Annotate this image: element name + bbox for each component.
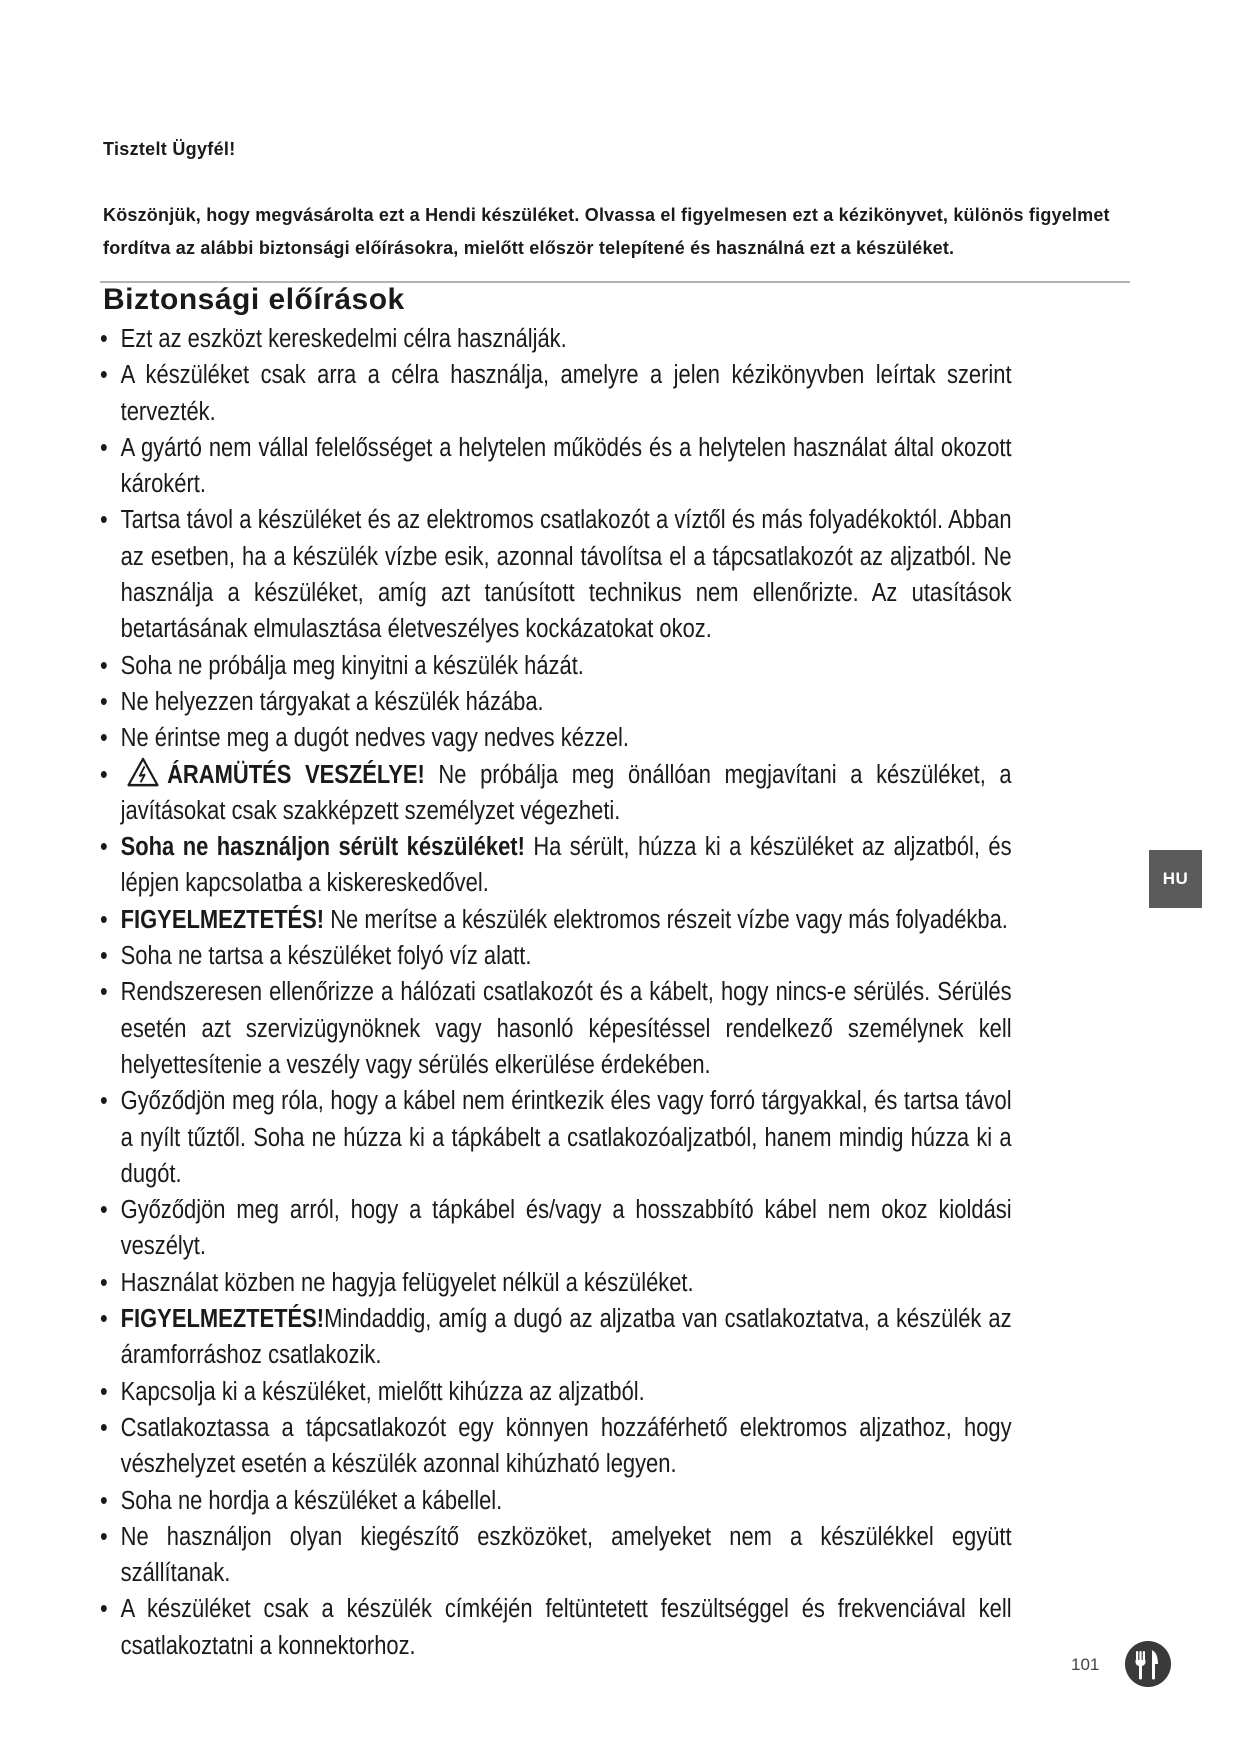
item-text: Győződjön meg róla, hogy a kábel nem érintkezik éles vagy forró tárgyakkal, és tartsa távol a nyílt tűztől. Soha ne húzza ki a tápkábelt a csatlakozóaljzatból, hanem mindig húzza ki a dugót. xyxy=(120,1087,1012,1188)
page-number: 101 xyxy=(1071,1655,1100,1674)
electric-shock-warning-icon xyxy=(126,757,160,787)
item-text: Mindaddig, amíg a dugó az aljzatba van csatlakoztatva, a készülék az áramforráshoz csatlakozik. xyxy=(120,1305,1012,1370)
safety-item xyxy=(100,321,1012,357)
item-text: A gyártó nem vállal felelősséget a helytelen működés és a helytelen használat által okozott károkért. xyxy=(120,433,1012,499)
safety-item xyxy=(100,829,1012,902)
language-tab: HU xyxy=(1149,850,1202,908)
safety-list xyxy=(100,321,1012,1664)
safety-item xyxy=(100,974,1012,1083)
safety-item xyxy=(100,757,1012,830)
item-text: Tartsa távol a készüléket és az elektromos csatlakozót a víztől és más folyadékoktól. Abban az esetben, ha a készülék vízbe esik, azonnal távolítsa el a tápcsatlakozót az aljzatból. Ne használja a készüléket, amíg azt tanúsított technikus nem ellenőrizte. Az utasítások betartásának elmulasztása életveszélyes kockázatokat okoz. xyxy=(120,506,1012,644)
safety-item xyxy=(100,938,1012,974)
safety-item xyxy=(100,1483,1012,1519)
safety-item xyxy=(100,1374,1012,1410)
safety-item xyxy=(100,1301,1012,1374)
item-text: Ha sérült, húzza ki a készüléket az aljzatból, és lépjen kapcsolatba a kiskereskedővel. xyxy=(120,833,1012,898)
item-text: A készüléket csak a készülék címkéjén feltüntetett feszültséggel és frekvenciával kell csatlakoztatni a konnektorhoz. xyxy=(120,1595,1012,1660)
safety-item xyxy=(100,648,1012,684)
safety-item xyxy=(100,684,1012,720)
safety-item xyxy=(100,1410,1012,1483)
safety-item xyxy=(100,430,1012,503)
item-text: Soha ne hordja a készüléket a kábellel. xyxy=(120,1486,503,1515)
item-text: Csatlakoztassa a tápcsatlakozót egy könnyen hozzáférhető elektromos aljzathoz, hogy vészhelyzet esetén a készülék azonnal kihúzható legyen. xyxy=(120,1413,1012,1479)
safety-item xyxy=(100,720,1012,756)
item-text: Ne merítse a készülék elektromos részeit vízbe vagy más folyadékba. xyxy=(324,905,1008,934)
item-text: Soha ne tartsa a készüléket folyó víz alatt. xyxy=(120,942,532,971)
intro-paragraph: Köszönjük, hogy megvásárolta ezt a Hendi készüléket. Olvassa el figyelmesen ezt a kézikönyvet, különös figyelmet fordítva az alábbi biztonsági előírásokra, mielőtt először telepítené és használná ezt a készüléket. xyxy=(103,205,1110,258)
item-strong: ÁRAMÜTÉS VESZÉLYE! xyxy=(167,760,425,789)
item-strong: FIGYELMEZTETÉS! xyxy=(120,905,325,934)
safety-item xyxy=(100,1519,1012,1592)
safety-item xyxy=(100,1192,1012,1265)
safety-item xyxy=(100,502,1012,647)
item-text: Ezt az eszközt kereskedelmi célra használják. xyxy=(120,325,567,353)
cutlery-logo-icon xyxy=(1124,1640,1172,1688)
item-strong: FIGYELMEZTETÉS! xyxy=(120,1305,325,1334)
item-strong: Soha ne használjon sérült készüléket! xyxy=(120,833,525,862)
item-text: Ne helyezzen tárgyakat a készülék házába. xyxy=(120,687,544,716)
item-text: A készüléket csak arra a célra használja, amelyre a jelen kézikönyvben leírtak szerint tervezték. xyxy=(120,361,1012,426)
safety-item xyxy=(100,357,1012,430)
item-text: Használat közben ne hagyja felügyelet nélkül a készüléket. xyxy=(120,1268,694,1297)
safety-item xyxy=(100,902,1012,938)
item-text: Rendszeresen ellenőrizze a hálózati csatlakozót és a kábelt, hogy nincs-e sérülés. Sérülés esetén azt szervizügynöknek vagy hasonló képesítéssel rendelkező személynek kell helyettesítenie a veszély vagy sérülés elkerülése érdekében. xyxy=(120,978,1012,1079)
safety-item xyxy=(100,1591,1012,1664)
greeting: Tisztelt Ügyfél! xyxy=(103,139,236,159)
item-text: Ne próbálja meg önállóan megjavítani a készüléket, a javításokat csak szakképzett személyzet végezheti. xyxy=(120,760,1012,825)
safety-item xyxy=(100,1083,1012,1192)
safety-item xyxy=(100,1265,1012,1301)
item-text: Ne használjon olyan kiegészítő eszközöket, amelyeket nem a készülékkel együtt szállítanak. xyxy=(120,1522,1012,1588)
section-heading: Biztonsági előírások xyxy=(103,283,405,316)
item-text: Győződjön meg arról, hogy a tápkábel és/vagy a hosszabbító kábel nem okoz kioldási veszélyt. xyxy=(120,1196,1012,1261)
item-text: Soha ne próbálja meg kinyitni a készülék házát. xyxy=(120,651,584,680)
item-text: Ne érintse meg a dugót nedves vagy nedves kézzel. xyxy=(120,724,629,753)
item-text: Kapcsolja ki a készüléket, mielőtt kihúzza az aljzatból. xyxy=(120,1377,645,1406)
